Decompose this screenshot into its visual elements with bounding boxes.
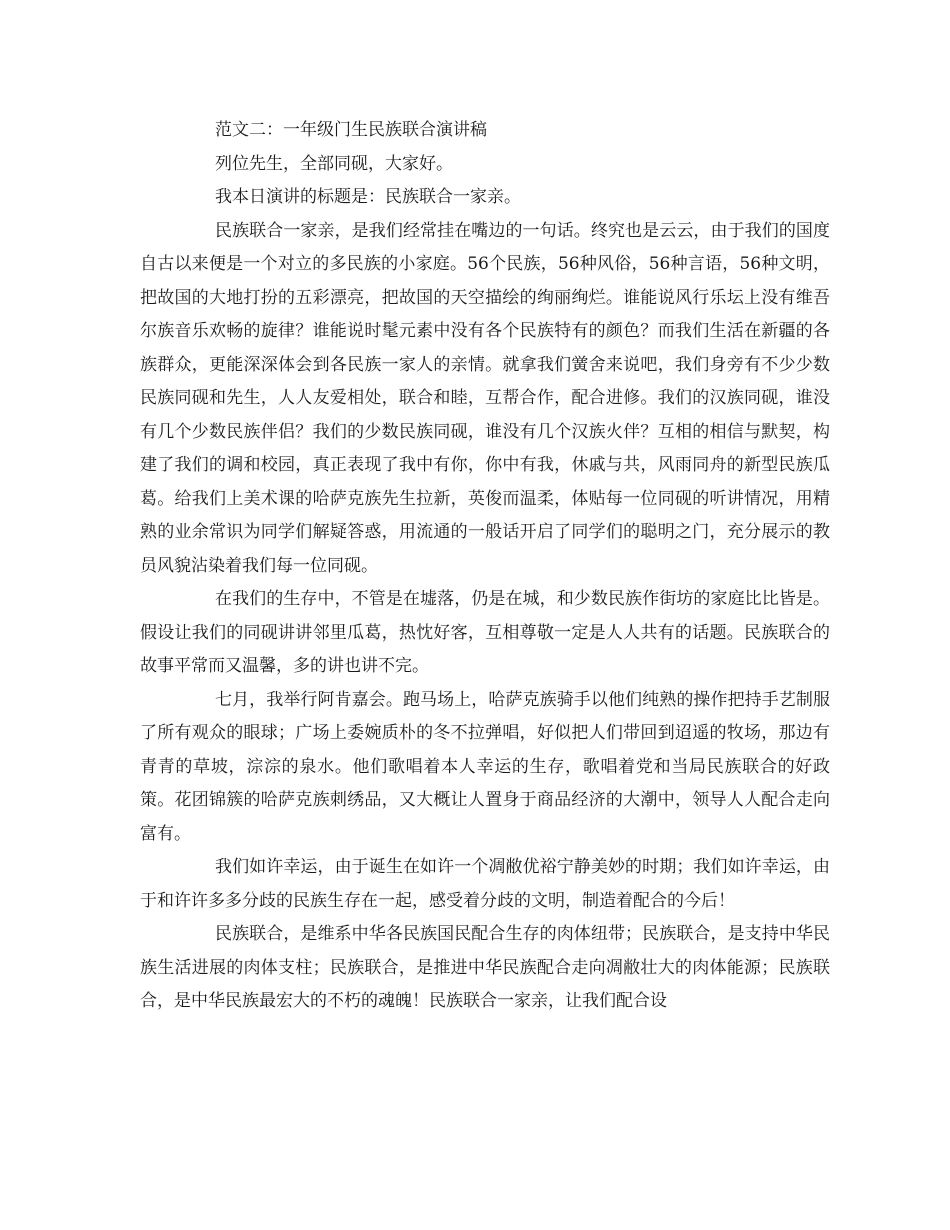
paragraph-body: 民族联合一家亲，是我们经常挂在嘴边的一句话。终究也是云云，由于我们的国度自古以来便是一个对立的多民族的小家庭。56个民族，56种风俗，56种言语，56种文明，把故国的大地打扮的五彩漂亮，把故国的天空描绘的绚丽绚烂。谁能说风行乐坛上没有维吾尔族音乐欢畅的旋律？谁能说时髦元素中没有各个民族特有的颜色？而我们生活在新疆的各族群众，更能深深体会到各民族一家人的亲情。就拿我们黉舍来说吧，我们身旁有不少少数民族同砚和先生，人人友爱相处，联合和睦，互帮合作，配合进修。我们的汉族同砚，谁没有几个少数民族伴侣？我们的少数民族同砚，谁没有几个汉族火伴？互相的相信与默契，构建了我们的调和校园，真正表现了我中有你，你中有我，休戚与共，风雨同舟的新型民族瓜葛。给我们上美术课的哈萨克族先生拉新，英俊而温柔，体贴每一位同砚的听讲情况，用精熟的业余常识为同学们解疑答惑，用流通的一般话开启了同学们的聪明之门，充分展示的教员风貌沾染着我们每一位同砚。 xyxy=(140,220,830,576)
paragraph-body: 我们如许幸运，由于诞生在如许一个凋敝优裕宁静美妙的时期；我们如许幸运，由于和许许多多分歧的民族生存在一起，感受着分歧的文明，制造着配合的今后！ xyxy=(140,857,830,911)
paragraph-body: 在我们的生存中，不管是在墟落，仍是在城，和少数民族作街坊的家庭比比皆是。假设让我们的同砚讲讲邻里瓜葛，热忱好客，互相尊敬一定是人人共有的话题。民族联合的故事平常而又温馨，多的讲也讲不完。 xyxy=(140,589,830,676)
paragraph-topic: 我本日演讲的标题是：民族联合一家亲。 xyxy=(215,187,521,207)
document-heading: 范文二：一年级门生民族联合演讲稿 xyxy=(215,120,487,140)
paragraph-greeting: 列位先生，全部同砚，大家好。 xyxy=(215,153,453,174)
document-body xyxy=(140,114,830,1019)
paragraph-body: 民族联合，是维系中华各民族国民配合生存的肉体纽带；民族联合，是支持中华民族生活进展的肉体支柱；民族联合，是推进中华民族配合走向凋敝壮大的肉体能源；民族联合，是中华民族最宏大的不朽的魂魄！民族联合一家亲，让我们配合设 xyxy=(140,924,830,1011)
paragraph-body: 七月，我举行阿肯嘉会。跑马场上，哈萨克族骑手以他们纯熟的操作把持手艺制服了所有观众的眼球；广场上委婉质朴的冬不拉弹唱，好似把人们带回到迢遥的牧场，那边有青青的草坡，淙淙的泉水。他们歌唱着本人幸运的生存，歌唱着党和当局民族联合的好政策。花团锦簇的哈萨克族刺绣品，又大概让人置身于商品经济的大潮中，领导人人配合走向富有。 xyxy=(140,689,830,844)
